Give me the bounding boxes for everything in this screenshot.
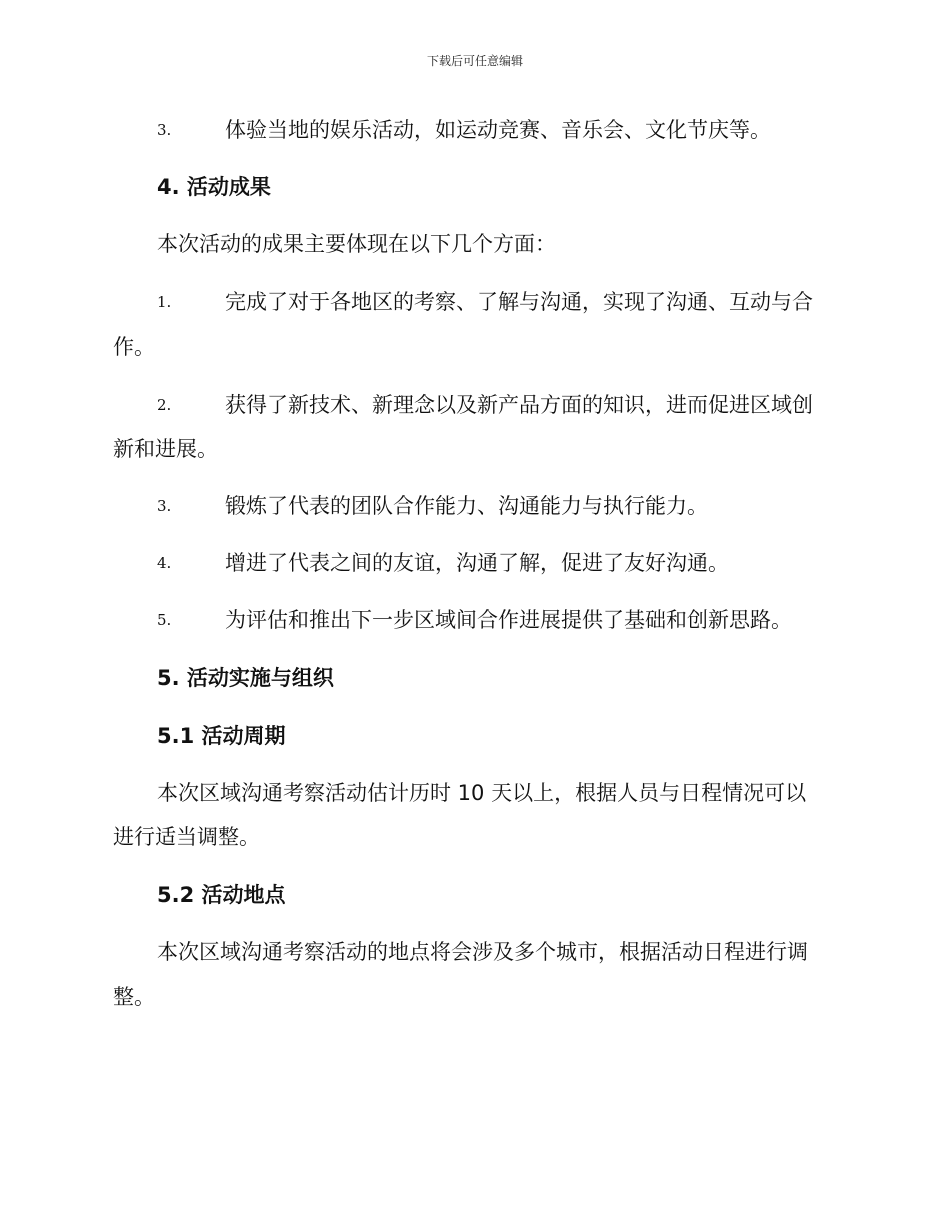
list-number: 1. (157, 293, 172, 311)
paragraph-5-2-continuation: 整。 (113, 985, 155, 1009)
list-item-text: 为评估和推出下一步区域间合作进展提供了基础和创新思路。 (225, 608, 792, 632)
list-number: 3. (157, 121, 172, 139)
list-item-text: 获得了新技术、新理念以及新产品方面的知识，进而促进区域创 (225, 393, 813, 417)
list-item-text: 增进了代表之间的友谊，沟通了解，促进了友好沟通。 (225, 551, 729, 575)
heading-5-2: 5.2 活动地点 (157, 883, 286, 907)
list-number: 5. (157, 611, 172, 629)
paragraph-5-1: 本次区域沟通考察活动估计历时 10 天以上，根据人员与日程情况可以 (157, 781, 807, 805)
paragraph-5-2: 本次区域沟通考察活动的地点将会涉及多个城市，根据活动日程进行调 (157, 940, 808, 964)
paragraph-intro: 本次活动的成果主要体现在以下几个方面： (157, 232, 556, 256)
list-number: 2. (157, 396, 172, 414)
list-item-continuation: 作。 (113, 335, 155, 359)
heading-5: 5. 活动实施与组织 (157, 666, 334, 690)
list-item-text: 完成了对于各地区的考察、了解与沟通，实现了沟通、互动与合 (225, 290, 813, 314)
list-item-text: 体验当地的娱乐活动，如运动竞赛、音乐会、文化节庆等。 (225, 118, 771, 142)
header-note: 下载后可任意编辑 (426, 54, 523, 68)
heading-5-1: 5.1 活动周期 (157, 724, 286, 748)
heading-4: 4. 活动成果 (157, 175, 271, 199)
list-item-continuation: 新和进展。 (113, 437, 218, 461)
paragraph-5-1-continuation: 进行适当调整。 (113, 825, 260, 849)
list-item-text: 锻炼了代表的团队合作能力、沟通能力与执行能力。 (225, 494, 708, 518)
list-number: 3. (157, 497, 172, 515)
list-number: 4. (157, 554, 172, 572)
